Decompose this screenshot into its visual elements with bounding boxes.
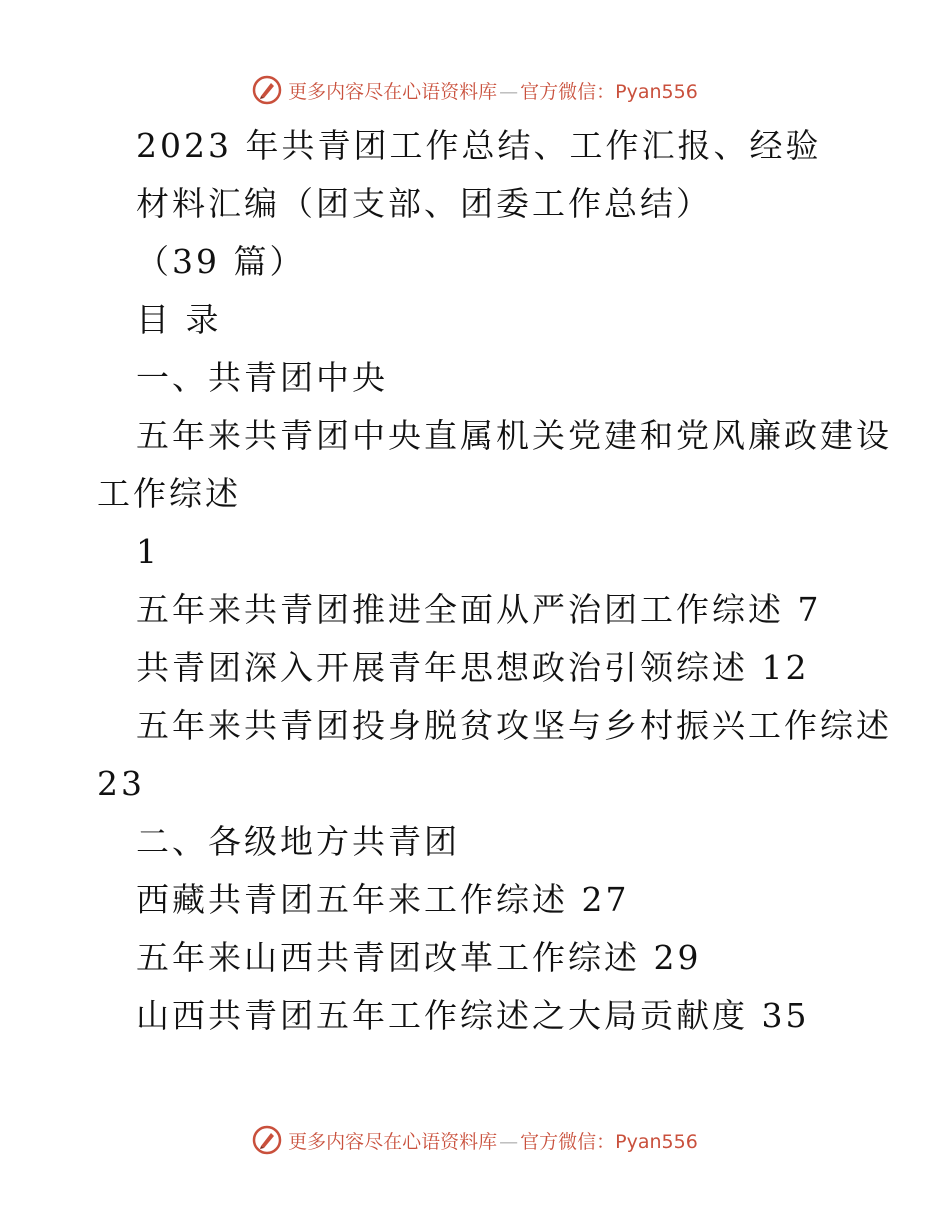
toc-entry: 山西共青团五年工作综述之大局贡献度 35: [136, 996, 810, 1035]
toc-entry: 五年来共青团推进全面从严治团工作综述 7: [136, 590, 822, 629]
watermark-brand: 更多内容尽在心语资料库: [288, 80, 498, 103]
watermark-brand: 更多内容尽在心语资料库: [288, 1130, 498, 1153]
title-line-2: 材料汇编（团支部、团委工作总结）: [136, 184, 712, 223]
watermark-separator: —: [499, 1130, 519, 1153]
watermark-contact: 官方微信：Pyan556: [520, 80, 698, 103]
title-count: （39 篇）: [136, 242, 306, 281]
watermark-separator: —: [499, 80, 519, 103]
toc-entry: 共青团深入开展青年思想政治引领综述 12: [136, 648, 810, 687]
pen-logo-icon: [252, 1125, 282, 1155]
toc-entry: 五年来共青团中央直属机关党建和党风廉政建设: [136, 416, 892, 455]
toc-entry: 五年来共青团投身脱贫攻坚与乡村振兴工作综述: [136, 706, 892, 745]
watermark-text: [288, 1127, 698, 1154]
toc-entry: 五年来山西共青团改革工作综述 29: [136, 938, 702, 977]
header-watermark: [0, 70, 950, 110]
toc-page-number: 1: [136, 532, 160, 571]
toc-page-number: 23: [97, 764, 145, 803]
watermark-contact: 官方微信：Pyan556: [520, 1130, 698, 1153]
footer-watermark: [0, 1120, 950, 1160]
title-line-1: 2023 年共青团工作总结、工作汇报、经验: [136, 126, 822, 165]
toc-section-1: 一、共青团中央: [136, 358, 388, 397]
toc-entry-continued: 工作综述: [97, 474, 241, 513]
watermark-text: [288, 77, 698, 104]
toc-entry: 西藏共青团五年来工作综述 27: [136, 880, 630, 919]
toc-section-2: 二、各级地方共青团: [136, 822, 460, 861]
toc-heading: 目 录: [136, 300, 222, 339]
pen-logo-icon: [252, 75, 282, 105]
